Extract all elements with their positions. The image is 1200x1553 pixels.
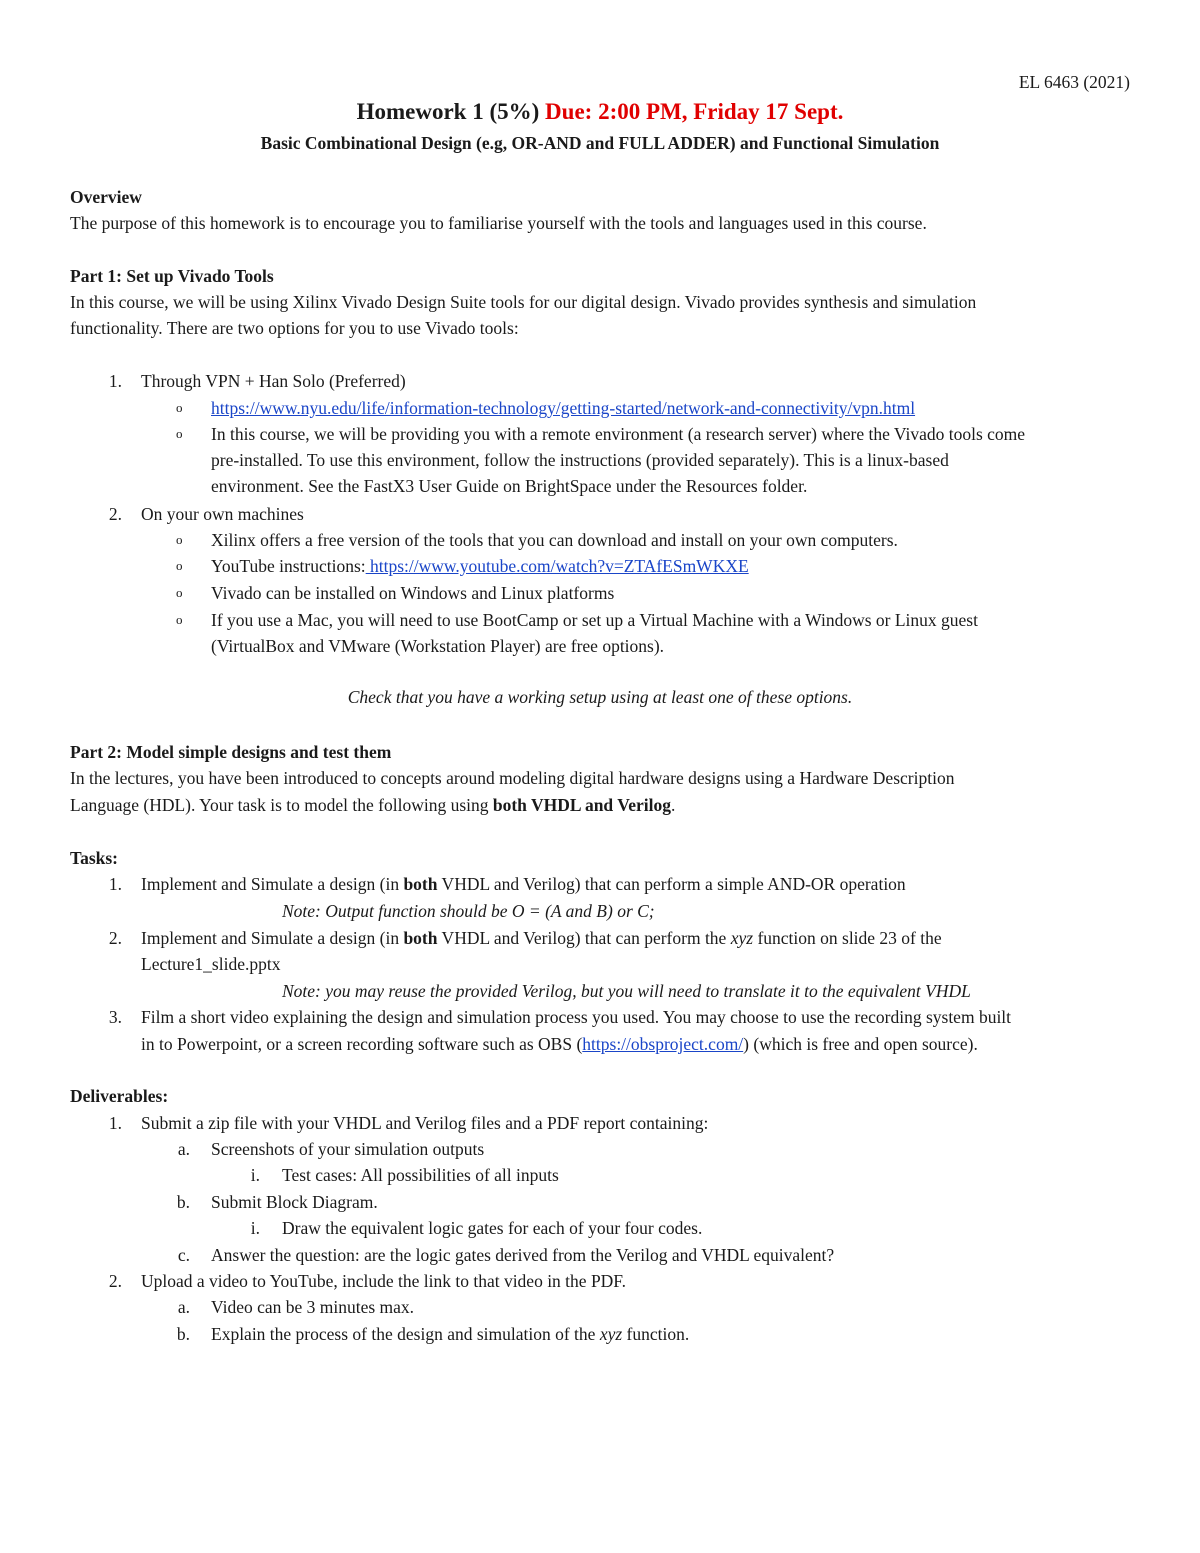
tasks-heading: Tasks: (70, 848, 118, 868)
part1-item2-sub3: Vivado can be installed on Windows and Linux platforms (211, 583, 615, 603)
youtube-link[interactable]: https://www.youtube.com/watch?v=ZTAfESmWKXE (365, 556, 749, 576)
course-code: EL 6463 (2021) (1018, 72, 1130, 92)
bullet-icon: o (176, 532, 183, 547)
deliverable2-a-text: Video can be 3 minutes max. (211, 1297, 415, 1317)
part2-intro-bold: both VHDL and Verilog (492, 795, 672, 815)
part1-item2-sub4-line1: If you use a Mac, you will need to use BootCamp or set up a Virtual Machine with a Windows or Linux guest (211, 610, 978, 630)
task2-italic: xyz (730, 928, 754, 948)
bullet-icon: o (176, 558, 183, 573)
task1-number: 1. (108, 874, 122, 894)
task1-prefix: Implement and Simulate a design (in (141, 874, 404, 894)
deliverables-heading: Deliverables: (70, 1086, 169, 1106)
bullet-icon: o (176, 612, 183, 627)
task3-number: 3. (108, 1007, 122, 1027)
part1-intro-line1: In this course, we will be using Xilinx Vivado Design Suite tools for our digital design. Vivado provides synthesis and simulation (70, 292, 977, 312)
deliverable2-a-label: a. (177, 1297, 190, 1317)
deliverable1-a-label: a. (177, 1139, 190, 1159)
part1-item2-sub1: Xilinx offers a free version of the tools that you can download and install on your own computers. (211, 530, 898, 550)
bullet-icon: o (176, 400, 183, 415)
deliverable1-b-i-label: i. (250, 1218, 260, 1238)
part1-item1-text: Through VPN + Han Solo (Preferred) (141, 371, 406, 391)
part1-item1-sub2-line3: environment. See the FastX3 User Guide on BrightSpace under the Resources folder. (211, 476, 808, 496)
task2-bold: both (403, 928, 438, 948)
deliverable2-b-suffix: function. (622, 1324, 690, 1344)
task2-note: Note: you may reuse the provided Verilog, but you will need to translate it to the equivalent VHDL (282, 981, 971, 1001)
part2-heading: Part 2: Model simple designs and test them (70, 742, 392, 762)
task3-line2 (141, 1032, 978, 1056)
deliverable1-b-label: b. (176, 1192, 190, 1212)
part1-item1-sub2-line1: In this course, we will be providing you with a remote environment (a research server) where the Vivado tools come (211, 424, 1026, 444)
task2-middle: VHDL and Verilog) that can perform the (437, 928, 731, 948)
task2-prefix: Implement and Simulate a design (in (141, 928, 404, 948)
task1-text (141, 872, 906, 896)
youtube-instructions-label: YouTube instructions: (211, 556, 366, 576)
deliverable2-text: Upload a video to YouTube, include the link to that video in the PDF. (141, 1271, 627, 1291)
part1-intro-line2: functionality. There are two options for you to use Vivado tools: (70, 318, 519, 338)
part1-item1-number: 1. (108, 371, 122, 391)
part2-intro-line2 (70, 793, 675, 817)
bullet-icon: o (176, 585, 183, 600)
deliverable2-b-prefix: Explain the process of the design and simulation of the (211, 1324, 600, 1344)
part1-heading: Part 1: Set up Vivado Tools (70, 266, 274, 286)
task2-number: 2. (108, 928, 122, 948)
deliverable1-a-i-text: Test cases: All possibilities of all inputs (282, 1165, 559, 1185)
overview-heading: Overview (70, 187, 142, 207)
vpn-link[interactable]: https://www.nyu.edu/life/information-technology/getting-started/network-and-connectivity/vpn.html (211, 398, 916, 418)
task1-suffix: VHDL and Verilog) that can perform a simple AND-OR operation (437, 874, 906, 894)
task3-line2-prefix: in to Powerpoint, or a screen recording software such as OBS ( (141, 1034, 583, 1054)
part2-intro-prefix: Language (HDL). Your task is to model the following using (70, 795, 493, 815)
part2-intro-line1: In the lectures, you have been introduced to concepts around modeling digital hardware designs using a Hardware Description (70, 768, 955, 788)
part1-item1-sub2-line2: pre-installed. To use this environment, follow the instructions (provided separately). This is a linux-based (211, 450, 949, 470)
deliverable1-b-text: Submit Block Diagram. (211, 1192, 378, 1212)
task2-suffix: function on slide 23 of the (753, 928, 942, 948)
task1-note: Note: Output function should be O = (A and B) or C; (282, 901, 655, 921)
bullet-icon: o (176, 426, 183, 441)
deliverable2-b-italic: xyz (599, 1324, 623, 1344)
check-setup-note: Check that you have a working setup using at least one of these options. (347, 687, 853, 707)
deliverable1-text: Submit a zip file with your VHDL and Verilog files and a PDF report containing: (141, 1113, 709, 1133)
deliverable1-b-i-text: Draw the equivalent logic gates for each of your four codes. (282, 1218, 703, 1238)
part1-item2-sub4-line2: (VirtualBox and VMware (Workstation Player) are free options). (211, 636, 665, 656)
deliverable2-b-label: b. (176, 1324, 190, 1344)
part1-item2-text: On your own machines (141, 504, 304, 524)
task2-line2: Lecture1_slide.pptx (141, 954, 281, 974)
deliverable2-number: 2. (108, 1271, 122, 1291)
task3-line1: Film a short video explaining the design and simulation process you used. You may choose to use the recording system built (141, 1007, 1012, 1027)
deliverable1-number: 1. (108, 1113, 122, 1133)
title-due-date: Due: 2:00 PM, Friday 17 Sept. (545, 99, 844, 124)
overview-text: The purpose of this homework is to encourage you to familiarise yourself with the tools and languages used in this course. (70, 213, 927, 233)
part2-intro-suffix: . (671, 795, 676, 815)
obs-link[interactable]: https://obsproject.com/ (582, 1034, 744, 1054)
deliverable1-c-label: c. (177, 1245, 190, 1265)
document-title (0, 99, 1200, 125)
deliverable2-b-text (211, 1322, 689, 1346)
part1-item2-number: 2. (108, 504, 122, 524)
title-main: Homework 1 (5%) (356, 99, 540, 124)
deliverable1-c-text: Answer the question: are the logic gates derived from the Verilog and VHDL equivalent? (211, 1245, 835, 1265)
task2-text (141, 926, 942, 950)
document-subtitle: Basic Combinational Design (e.g, OR-AND and FULL ADDER) and Functional Simulation (260, 133, 940, 153)
deliverable1-a-i-label: i. (250, 1165, 260, 1185)
deliverable1-a-text: Screenshots of your simulation outputs (211, 1139, 485, 1159)
task1-bold: both (403, 874, 438, 894)
task3-line2-suffix: ) (which is free and open source). (743, 1034, 978, 1054)
